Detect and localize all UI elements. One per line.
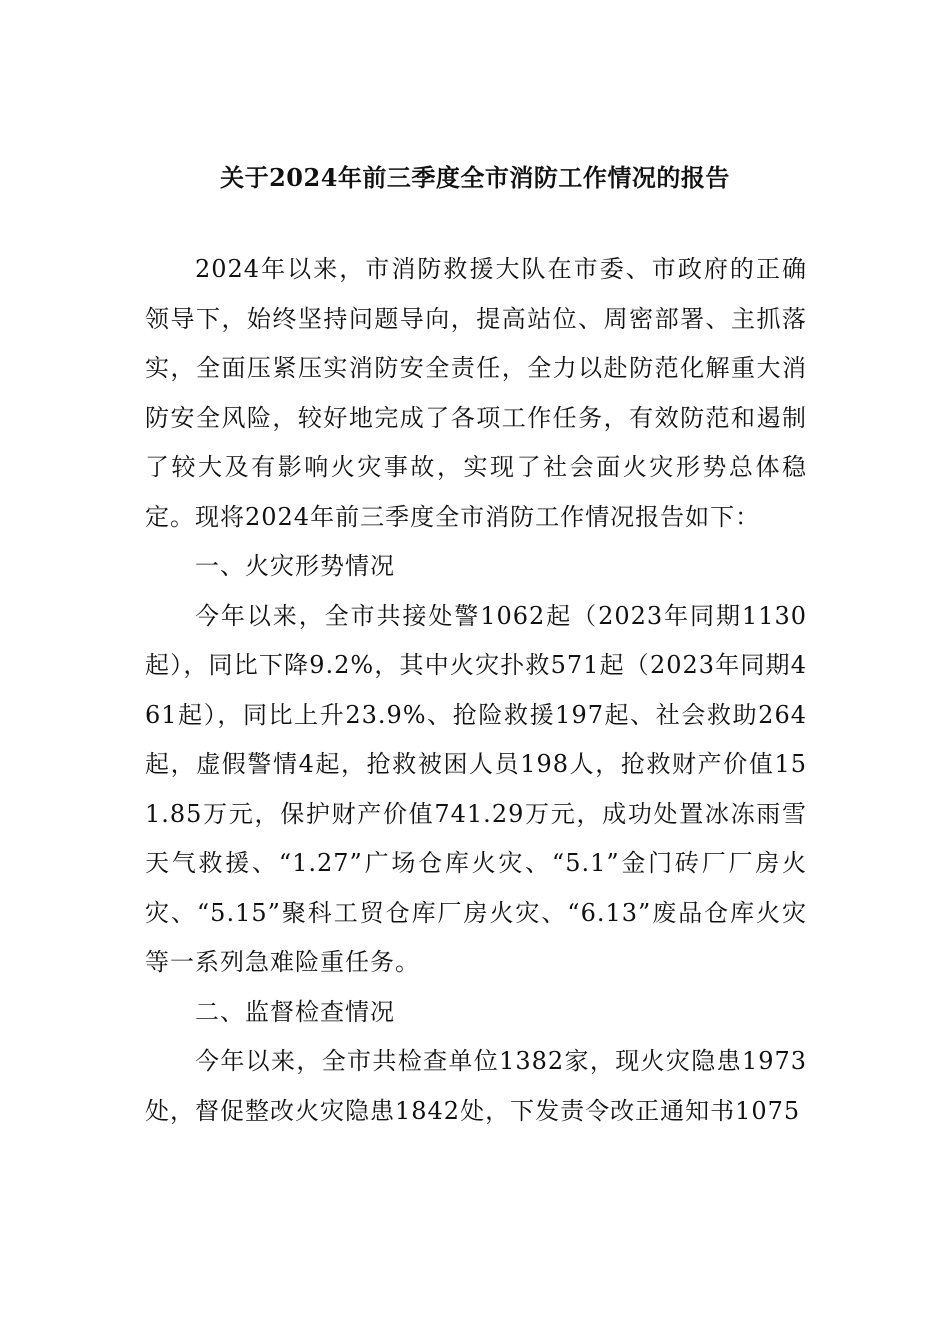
report-body — [145, 245, 807, 1136]
section-heading-inspection: 二、监督检查情况 — [195, 997, 395, 1026]
section-heading-fire-situation: 一、火灾形势情况 — [195, 552, 395, 580]
intro-paragraph: 2024年以来，市消防救援大队在市委、市政府的正确领导下，始终坚持问题导向，提高站位、周密部署、主抓落实，全面压紧压实消防安全责任，全力以赴防范化解重大消防安全风险，较好地完成了各项工作任务，有效防范和遏制了较大及有影响火灾事故，实现了社会面火灾形势总体稳定。现将2024年前三季度全市消防工作情况报告如下： — [145, 255, 807, 531]
report-title: 关于2024年前三季度全市消防工作情况的报告 — [220, 163, 730, 192]
inspection-paragraph: 今年以来，全市共检查单位1382家，现火灾隐患1973处，督促整改火灾隐患1842处，下发责令改正通知书1075 — [145, 1047, 807, 1125]
fire-situation-paragraph: 今年以来，全市共接处警1062起（2023年同期1130起），同比下降9.2%，其中火灾扑救571起（2023年同期461起），同比上升23.9%、抢险救援197起、社会救助264起，虚假警情4起，抢救被困人员198人，抢救财产价值151.85万元，保护财产价值741.29万元，成功处置冰冻雨雪天气救援、“1.27”广场仓库火灾、“5.1”金门砖厂厂房火灾、“5.15”聚科工贸仓库厂房火灾、“6.13”废品仓库火灾等一系列急难险重任务。 — [145, 601, 807, 976]
